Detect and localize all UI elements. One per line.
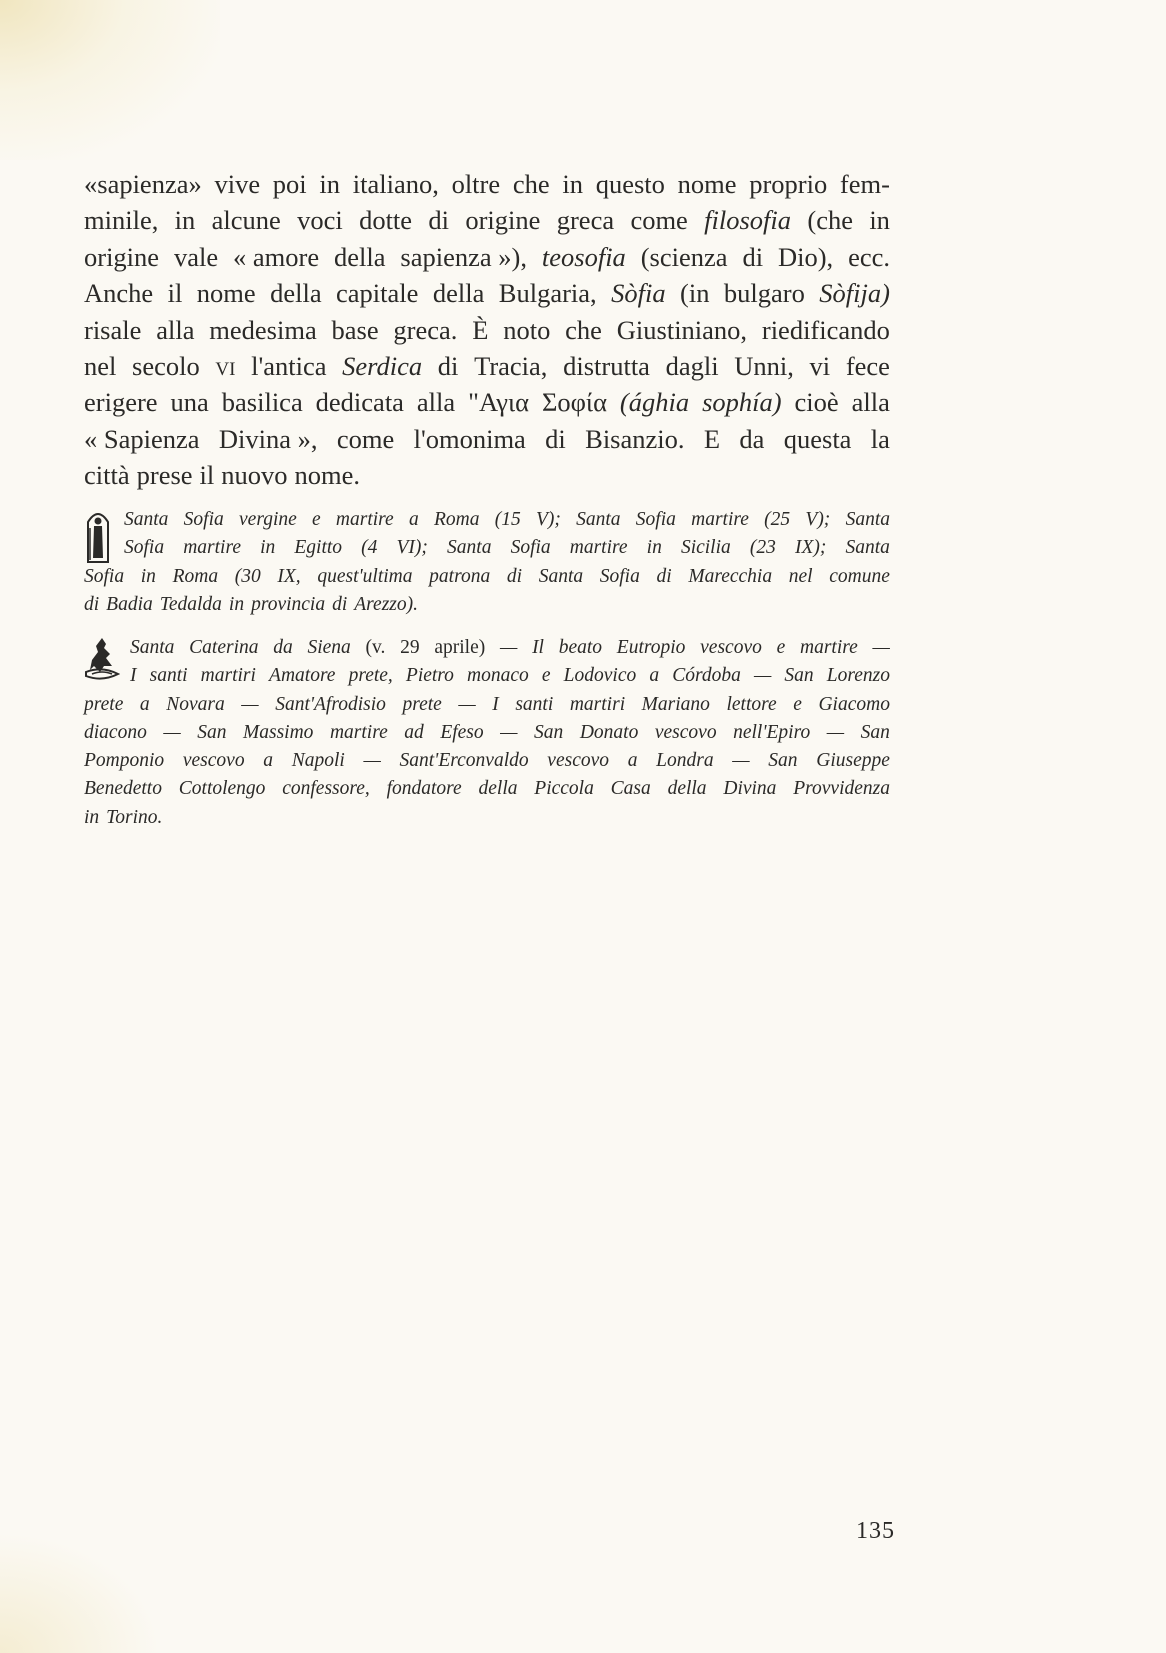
- word: Bulgaria,: [498, 278, 597, 309]
- word: fece: [845, 351, 890, 382]
- word: vescovo: [654, 721, 717, 743]
- saints-entry-line: [84, 804, 890, 832]
- word: a: [408, 509, 419, 530]
- word: martiri: [569, 693, 626, 715]
- word: (15: [494, 509, 521, 530]
- word: di: [656, 565, 672, 587]
- word: provincia: [251, 593, 326, 615]
- word: distrutta: [563, 351, 650, 382]
- word: nell'Epiro: [733, 721, 811, 743]
- word: Casa: [610, 778, 651, 800]
- word: cioè: [794, 387, 839, 418]
- word: erigere: [84, 387, 158, 418]
- word: di: [545, 423, 566, 454]
- word: in: [646, 537, 662, 559]
- word: della: [478, 778, 518, 800]
- word: Bisanzio.: [585, 423, 685, 454]
- main-paragraph-line: [84, 348, 890, 384]
- word: sapienza »),: [400, 241, 527, 272]
- word: È: [472, 314, 489, 345]
- word: oltre: [451, 169, 501, 199]
- word: San: [784, 665, 814, 687]
- word: in: [869, 205, 890, 236]
- word: nel: [84, 351, 117, 382]
- word: vescovo: [182, 750, 245, 772]
- word: nome: [677, 169, 737, 199]
- word: l'omonima: [413, 423, 526, 454]
- word: risale: [84, 314, 142, 345]
- word: Il: [532, 637, 544, 658]
- word: che: [565, 314, 602, 345]
- word: in: [228, 593, 245, 615]
- word: fem-: [839, 169, 890, 199]
- sophia-entry: [84, 506, 890, 619]
- word: di: [437, 351, 459, 382]
- word: I: [492, 693, 499, 715]
- word: di: [332, 593, 348, 615]
- word: santi: [149, 665, 188, 687]
- word: (scienza: [640, 241, 728, 272]
- word: Unni,: [734, 351, 794, 382]
- word: Anche: [84, 278, 154, 309]
- word: sophía): [702, 387, 782, 418]
- word: Pietro: [405, 665, 454, 687]
- main-paragraph-line: [84, 312, 890, 348]
- word: (30: [234, 565, 261, 587]
- word: Sant'Afrodisio: [275, 693, 386, 715]
- word: Sofia: [124, 537, 165, 559]
- word: Lorenzo: [826, 665, 890, 687]
- saints-entry-line: [130, 634, 890, 662]
- word: (in: [680, 278, 710, 309]
- word: poi: [272, 169, 307, 199]
- word: prete: [84, 693, 124, 715]
- word: prese: [136, 460, 193, 491]
- word: e: [793, 693, 802, 715]
- word: quest'ultima: [317, 565, 413, 587]
- word: —: [826, 721, 845, 743]
- word: vescovo: [547, 750, 610, 772]
- word: Sòfia: [611, 278, 666, 309]
- word: Lodovico: [563, 665, 637, 687]
- word: teosofia: [541, 241, 626, 272]
- word: greca.: [393, 314, 458, 345]
- word: in: [84, 806, 100, 828]
- word: (ághia: [619, 387, 690, 418]
- word: l'antica: [251, 351, 327, 382]
- word: Provvidenza: [793, 778, 890, 800]
- paper-stain-bottom: [0, 1533, 160, 1653]
- word: Torino.: [106, 806, 163, 828]
- word: Roma: [172, 565, 219, 587]
- word: «sapienza»: [84, 169, 202, 199]
- word: —: [872, 637, 890, 658]
- main-paragraph-line: [84, 202, 890, 238]
- word: nome: [196, 278, 256, 309]
- word: di: [742, 241, 764, 272]
- word: e: [312, 509, 321, 530]
- word: a: [139, 693, 150, 715]
- word: —: [732, 750, 750, 772]
- word: Tracia,: [474, 351, 548, 382]
- word: Divina: [723, 778, 777, 800]
- word: confessore,: [282, 778, 370, 800]
- word: —: [163, 721, 181, 743]
- word: —: [241, 693, 259, 715]
- word: Arezzo).: [354, 593, 418, 615]
- word: voci: [297, 205, 343, 236]
- sophia-entry-line: [124, 506, 890, 534]
- word: capitale: [336, 278, 419, 309]
- word: nel: [788, 565, 813, 587]
- word: della: [334, 241, 386, 272]
- word: San: [860, 721, 890, 743]
- word: Sofia: [599, 565, 640, 587]
- word: Amatore: [269, 665, 336, 687]
- word: alla: [851, 387, 890, 418]
- word: questa: [783, 423, 852, 454]
- word: filosofia: [704, 205, 792, 236]
- main-paragraph-line: [84, 421, 890, 457]
- word: Londra: [656, 750, 714, 772]
- main-paragraph-line: [84, 457, 890, 493]
- word: Sant'Erconvaldo: [399, 750, 529, 772]
- word: vi: [215, 351, 236, 382]
- word: Novara: [166, 693, 225, 715]
- word: 29: [400, 637, 420, 658]
- word: di: [506, 565, 523, 587]
- word: Giustiniano,: [616, 314, 748, 345]
- word: patrona: [429, 565, 491, 587]
- word: Efeso: [440, 721, 484, 743]
- saints-entry-line: [84, 747, 890, 775]
- word: ad: [404, 721, 424, 743]
- saints-entry-line: [130, 662, 890, 690]
- word: ecc.: [848, 241, 890, 272]
- word: Santa: [576, 509, 621, 530]
- word: Egitto: [294, 537, 343, 559]
- word: a: [627, 750, 638, 772]
- word: greca: [556, 205, 615, 236]
- word: E: [703, 423, 721, 454]
- word: di: [428, 205, 450, 236]
- word: vergine: [239, 509, 297, 530]
- saints-entry-line: [84, 691, 890, 719]
- word: lettore: [726, 693, 777, 715]
- word: vescovo: [700, 637, 762, 658]
- word: a: [263, 750, 274, 772]
- word: —: [499, 637, 518, 658]
- word: nome.: [294, 460, 361, 491]
- page-number: 135: [856, 1518, 895, 1544]
- word: Sicilia: [680, 537, 731, 559]
- word: medesima: [209, 314, 317, 345]
- word: Badia: [106, 593, 153, 615]
- word: bulgaro: [723, 278, 805, 309]
- word: da: [273, 637, 293, 658]
- word: Giacomo: [818, 693, 890, 715]
- word: in: [319, 169, 341, 199]
- word: a: [649, 665, 660, 687]
- word: IX);: [794, 537, 827, 559]
- word: prete: [402, 693, 442, 715]
- word: basilica: [221, 387, 303, 418]
- word: Santa: [130, 637, 175, 658]
- word: Sofia: [183, 509, 224, 530]
- word: martire: [691, 509, 749, 530]
- word: Σοφία: [541, 387, 607, 418]
- word: Piccola: [534, 778, 594, 800]
- main-paragraph: [84, 166, 890, 494]
- word: città: [84, 460, 130, 491]
- word: Roma: [433, 509, 480, 530]
- word: proprio: [749, 169, 828, 199]
- word: in: [174, 205, 196, 236]
- word: Siena: [307, 637, 351, 658]
- main-paragraph-line: [84, 239, 890, 275]
- word: di: [84, 593, 100, 615]
- paper-stain: [0, 0, 220, 160]
- word: martire: [799, 637, 858, 658]
- word: prete,: [348, 665, 393, 687]
- word: Tedalda: [159, 593, 222, 615]
- word: V);: [805, 509, 831, 530]
- word: che: [512, 169, 550, 199]
- word: vi: [809, 351, 831, 382]
- word: VI);: [396, 537, 428, 559]
- word: Sofia: [84, 565, 125, 587]
- word: Sofia: [635, 509, 676, 530]
- word: della: [667, 778, 707, 800]
- word: beato: [558, 637, 603, 658]
- word: questo: [595, 169, 665, 199]
- word: alcune: [211, 205, 281, 236]
- word: (che: [807, 205, 853, 236]
- word: comune: [829, 565, 890, 587]
- word: nuovo: [221, 460, 288, 491]
- word: minile,: [84, 205, 159, 236]
- word: « amore: [233, 241, 320, 272]
- word: martire: [329, 721, 388, 743]
- word: origine: [465, 205, 541, 236]
- word: —: [458, 693, 476, 715]
- word: come: [336, 423, 395, 454]
- word: Massimo: [243, 721, 314, 743]
- word: in: [260, 537, 276, 559]
- word: vive: [214, 169, 261, 199]
- word: vale: [173, 241, 219, 272]
- word: Santa: [538, 565, 584, 587]
- word: dagli: [665, 351, 719, 382]
- word: « Sapienza: [84, 423, 200, 454]
- word: San: [768, 750, 798, 772]
- saints-entry: [84, 634, 890, 832]
- word: IX,: [277, 565, 301, 587]
- word: fondatore: [386, 778, 462, 800]
- word: il: [199, 460, 215, 491]
- word: (4: [361, 537, 378, 559]
- word: in: [562, 169, 583, 199]
- word: come: [630, 205, 688, 236]
- word: Mariano: [641, 693, 710, 715]
- word: il: [167, 278, 183, 309]
- word: Santa: [124, 509, 169, 530]
- word: Divina »,: [218, 423, 318, 454]
- word: in: [140, 565, 156, 587]
- word: Santa: [845, 509, 890, 530]
- word: secolo: [132, 351, 200, 382]
- word: riedificando: [761, 314, 890, 345]
- word: Sòfija): [819, 278, 890, 309]
- word: San: [534, 721, 564, 743]
- saints-entry-line: [84, 719, 890, 747]
- word: santi: [515, 693, 554, 715]
- word: Marecchia: [688, 565, 773, 587]
- word: Dio),: [777, 241, 834, 272]
- word: alla: [416, 387, 456, 418]
- word: "Αγια: [468, 387, 529, 418]
- word: della: [432, 278, 485, 309]
- word: Sofia: [510, 537, 551, 559]
- word: alla: [156, 314, 195, 345]
- word: Benedetto: [84, 778, 162, 800]
- word: dedicata: [315, 387, 404, 418]
- sophia-entry-line: [84, 563, 890, 591]
- word: (v.: [365, 637, 386, 658]
- word: —: [753, 665, 772, 687]
- word: —: [500, 721, 518, 743]
- word: Pomponio: [84, 750, 165, 772]
- word: aprile): [434, 637, 486, 658]
- word: martire: [569, 537, 628, 559]
- word: base: [331, 314, 379, 345]
- word: noto: [503, 314, 551, 345]
- word: (25: [764, 509, 791, 530]
- main-paragraph-line: [84, 166, 890, 202]
- word: Giuseppe: [816, 750, 890, 772]
- word: Santa: [845, 537, 890, 559]
- word: da: [739, 423, 765, 454]
- word: San: [197, 721, 227, 743]
- word: origine: [84, 241, 160, 272]
- word: diacono: [84, 721, 147, 743]
- word: (23: [749, 537, 776, 559]
- word: V);: [535, 509, 561, 530]
- word: I: [130, 665, 137, 687]
- word: la: [870, 423, 890, 454]
- word: della: [270, 278, 322, 309]
- word: italiano,: [352, 169, 439, 199]
- sophia-entry-line: [124, 534, 890, 562]
- word: Caterina: [189, 637, 259, 658]
- word: monaco: [467, 665, 529, 687]
- word: Córdoba: [672, 665, 741, 687]
- sophia-entry-line: [84, 591, 890, 619]
- word: martire: [335, 509, 394, 530]
- word: Cottolengo: [178, 778, 266, 800]
- word: Napoli: [291, 750, 345, 772]
- main-paragraph-line: [84, 275, 890, 311]
- saints-entry-line: [84, 775, 890, 803]
- word: una: [170, 387, 209, 418]
- word: dotte: [359, 205, 413, 236]
- word: —: [363, 750, 381, 772]
- word: martiri: [200, 665, 256, 687]
- word: Donato: [579, 721, 639, 743]
- word: Eutropio: [616, 637, 686, 658]
- word: martire: [183, 537, 241, 559]
- word: Serdica: [342, 351, 423, 382]
- word: Santa: [447, 537, 492, 559]
- word: e: [541, 665, 551, 687]
- main-paragraph-line: [84, 384, 890, 420]
- word: e: [776, 637, 786, 658]
